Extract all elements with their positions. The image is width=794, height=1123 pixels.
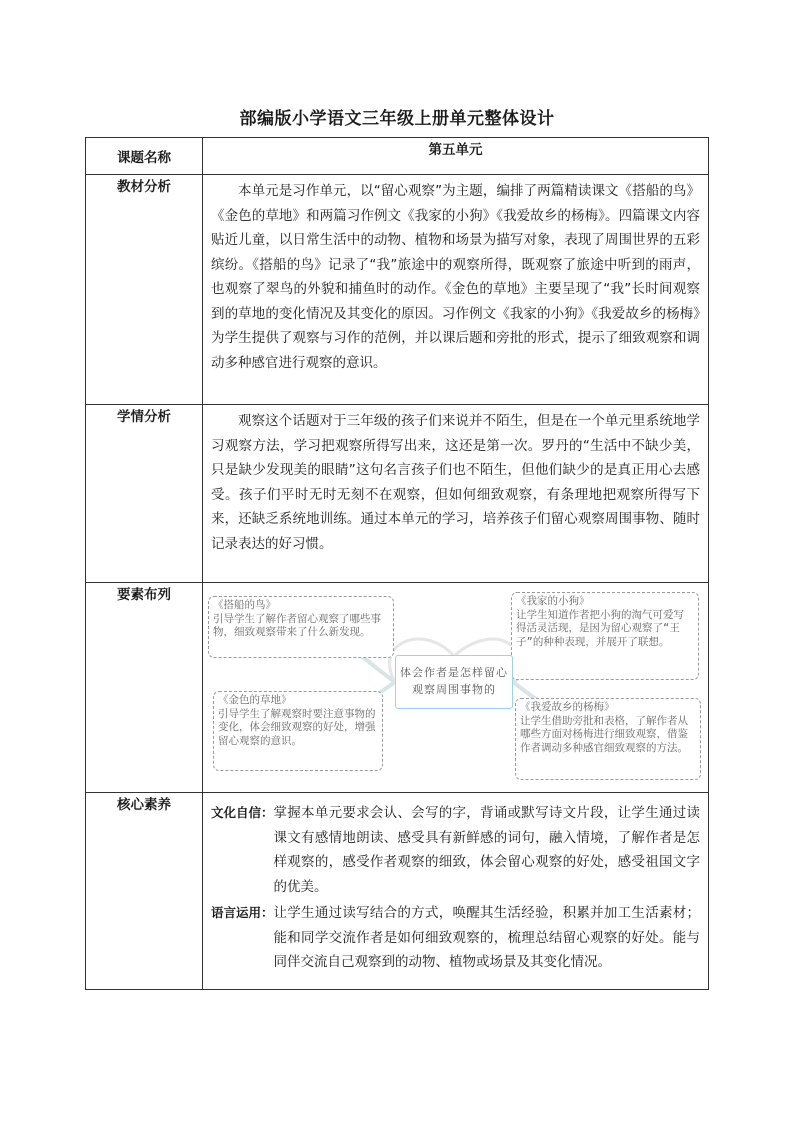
mind-map [203,583,708,789]
literacy-label: 核心素养 [86,793,203,990]
literacy-tag: 文化自信： [211,805,274,820]
literacy-text: 掌握本单元要求会认、会写的字，背诵或默写诗文片段，让学生通过读课文有感情地朗读、感受具有新鲜感的词句，融入情境，了解作者是怎样观察的，感受作者观察的细致，体会留心观察的好处，感受祖国文字的优美。 [273,805,700,895]
node-title: 《我爱故乡的杨梅》 [520,701,615,713]
learner-text: 观察这个话题对于三年级的孩子们来说并不陌生，但是在一个单元里系统地学习观察方法，学习把观察所得写出来，这还是第一次。罗丹的“生活中不缺少美，只是缺少发现美的眼睛”这句名言孩子们也不陌生，但他们缺少的是真正用心去感受。孩子们平时无时无刻不在观察，但如何细致观察，有条理地把观察所得写下来，还缺乏系统地训练。通过本单元的学习，培养孩子们留心观察周围事物、随时记录表达的好习惯。 [211,413,700,552]
document-title: 部编版小学语文三年级上册单元整体设计 [239,109,555,129]
learner-row [86,405,709,583]
elements-label: 要素布列 [86,583,203,793]
learner-label: 学情分析 [86,405,203,583]
node-jin-se-de-cao-di [213,691,383,771]
literacy-tag: 语言运用： [211,905,274,920]
literacy-text: 让学生通过读写结合的方式，唤醒其生活经验，积累并加工生活素材；能和同学交流作者是如何细致观察的，梳理总结留心观察的好处。能与同伴交流自己观察到的动物、植物或场景及其变化情况。 [273,905,700,970]
node-text: 引导学生了解作者留心观察了哪些事物，细致观察带来了什么新发现。 [213,612,381,638]
unit-design-table [85,137,709,990]
material-label: 教材分析 [86,175,203,405]
node-text: 让学生知道作者把小狗的淘气可爱写得活灵活现，是因为留心观察了“王子”的种种表现，并展开了联想。 [516,608,684,648]
node-wo-jia-de-xiao-gou [511,592,699,680]
node-wo-ai-gu-xiang-de-yang-mei [515,698,701,780]
node-text: 让学生借助旁批和表格，了解作者从哪些方面对杨梅进行细致观察，借鉴作者调动多种感官细致观察的方法。 [520,714,688,754]
node-da-chuan-de-niao [208,596,394,658]
node-title: 《搭船的鸟》 [213,599,276,611]
topic-value: 第五单元 [203,138,709,175]
literacy-cell [203,793,709,990]
literacy-item-culture [203,801,708,899]
mind-map-center-topic: 体会作者是怎样留心观察周围事物的 [395,655,513,709]
literacy-row [86,793,709,990]
topic-row [86,138,709,175]
material-cell [203,175,709,405]
node-title: 《我家的小狗》 [516,595,590,607]
node-title: 《金色的草地》 [218,694,292,706]
elements-row [86,583,709,793]
literacy-item-language [203,901,708,975]
elements-cell [203,583,709,793]
topic-label: 课题名称 [86,138,203,175]
node-text: 引导学生了解观察时要注意事物的变化，体会细致观察的好处，增强留心观察的意识。 [218,707,376,747]
learner-cell [203,405,709,583]
material-text: 本单元是习作单元，以“留心观察”为主题，编排了两篇精读课文《搭船的鸟》《金色的草地》和两篇习作例文《我家的小狗》《我爱故乡的杨梅》。四篇课文内容贴近儿童，以日常生活中的动物、植物和场景为描写对象，表现了周围世界的五彩缤纷。《搭船的鸟》记录了“我”旅途中的观察所得，既观察了旅途中听到的雨声，也观察了翠鸟的外貌和捕鱼时的动作。《金色的草地》主要呈现了“我”长时间观察到的草地的变化情况及其变化的原因。习作例文《我家的小狗》《我爱故乡的杨梅》为学生提供了观察与习作的范例，并以课后题和旁批的形式，提示了细致观察和调动多种感官进行观察的意识。 [211,183,700,371]
material-row [86,175,709,405]
